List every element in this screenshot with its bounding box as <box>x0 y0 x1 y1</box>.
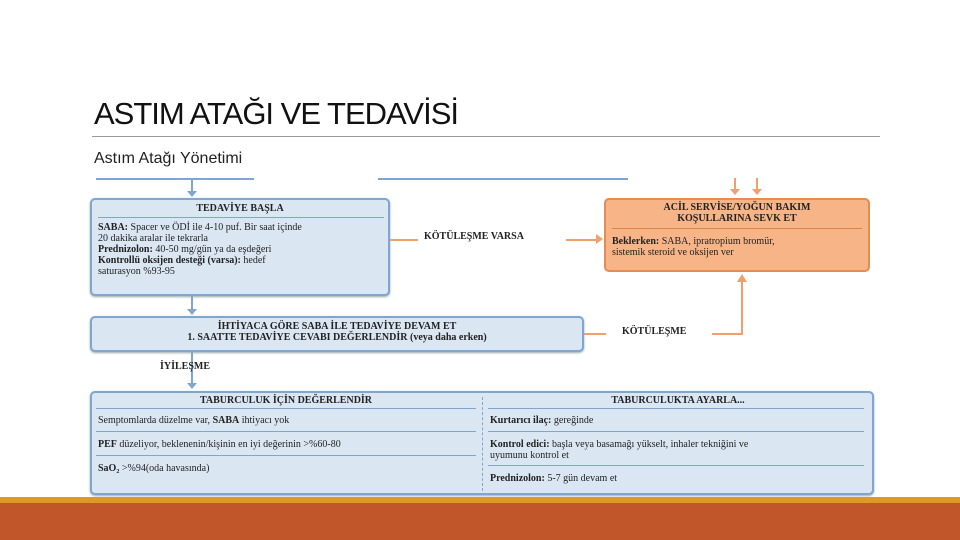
worse-connector-left <box>390 239 418 241</box>
box-divider <box>488 465 864 466</box>
box-divider <box>612 228 862 229</box>
box-divider <box>488 431 864 432</box>
arrow-down-icon <box>187 383 197 389</box>
discharge-eval-heading: TABURCULUK İÇİN DEĞERLENDİR <box>199 395 373 406</box>
box-divider <box>96 455 476 456</box>
referral-lines <box>612 236 866 258</box>
referral-heading-line1: ACİL SERVİSE/YOĞUN BAKIM <box>663 202 811 213</box>
discharge-eval-panel <box>92 393 480 493</box>
footer-accent-main <box>0 503 960 540</box>
discharge-settings-heading: TABURCULUKTA AYARLA... <box>611 395 745 406</box>
worsening-connector-left <box>584 333 606 335</box>
list-item: Kurtarıcı ilaç: gereğinde <box>490 415 594 426</box>
start-to-continue-stem <box>191 296 193 310</box>
list-item: Kontrollü oksijen desteği (varsa): hedef <box>98 255 266 266</box>
slide-title: ASTIM ATAĞI VE TEDAVİSİ <box>94 96 459 131</box>
list-item: sistemik steroid ve oksijen ver <box>612 247 734 258</box>
start-treatment-box <box>90 198 390 296</box>
list-item: SaO₂ >%94(oda havasında) <box>98 463 210 474</box>
discharge-box <box>90 391 874 495</box>
list-item: Beklerken: SABA, ipratropium bromür, <box>612 236 775 247</box>
slide-subtitle: Astım Atağı Yönetimi <box>94 150 243 167</box>
list-item: Kontrol edici: başla veya basamağı yükselt, inhaler tekniğini ve <box>490 439 749 450</box>
top-connector-right <box>378 178 628 180</box>
box-divider <box>96 408 476 409</box>
arrow-up-icon <box>737 274 747 282</box>
top-arrow-stem <box>191 178 193 192</box>
continue-line-1: İHTİYACA GÖRE SABA İLE TEDAVİYE DEVAM ET <box>217 321 457 332</box>
discharge-divider <box>482 397 483 491</box>
footer-accent-bar <box>0 497 960 540</box>
asthma-flowchart <box>86 172 876 497</box>
list-item: 20 dakika aralar ile tekrarla <box>98 233 208 244</box>
box-divider <box>488 408 864 409</box>
worse-connector-right <box>566 239 596 241</box>
list-item: Semptomlarda düzelme var, SABA ihtiyacı yok <box>98 415 290 426</box>
top-connector-left <box>96 178 254 180</box>
arrow-right-icon <box>596 234 603 244</box>
arrow-down-icon <box>752 189 762 195</box>
start-treatment-heading: TEDAVİYE BAŞLA <box>196 203 284 214</box>
discharge-settings-panel <box>486 393 870 493</box>
box-divider <box>96 431 476 432</box>
list-item: SABA: Spacer ve ÖDİ ile 4-10 puf. Bir saat içinde <box>98 222 302 233</box>
referral-box <box>604 198 870 272</box>
arrow-down-icon <box>187 191 197 197</box>
referral-heading-line2: KOŞULLARINA SEVK ET <box>677 213 797 224</box>
arrow-down-icon <box>730 189 740 195</box>
worsening-label: KÖTÜLEŞME <box>622 326 687 337</box>
list-item: Prednizolon: 5-7 gün devam et <box>490 473 618 484</box>
worse-if-label: KÖTÜLEŞME VARSA <box>424 231 524 242</box>
worsening-connector-right <box>712 333 742 335</box>
continue-line-2: 1. SAATTE TEDAVİYE CEVABI DEĞERLENDİR (veya daha erken) <box>187 332 487 343</box>
list-item: Prednizolon: 40-50 mg/gün ya da eşdeğeri <box>98 244 272 255</box>
list-item: PEF düzeliyor, beklenenin/kişinin en iyi değerinin >%60-80 <box>98 439 341 450</box>
continue-treatment-box <box>90 316 584 352</box>
improvement-label: İYİLEŞME <box>160 361 211 372</box>
start-treatment-lines <box>98 222 386 277</box>
box-divider <box>98 217 384 218</box>
list-item: saturasyon %93-95 <box>98 266 175 277</box>
title-divider <box>92 136 880 137</box>
worsening-up-stem <box>741 282 743 335</box>
list-item: uyumunu kontrol et <box>490 450 569 461</box>
arrow-down-icon <box>187 309 197 315</box>
